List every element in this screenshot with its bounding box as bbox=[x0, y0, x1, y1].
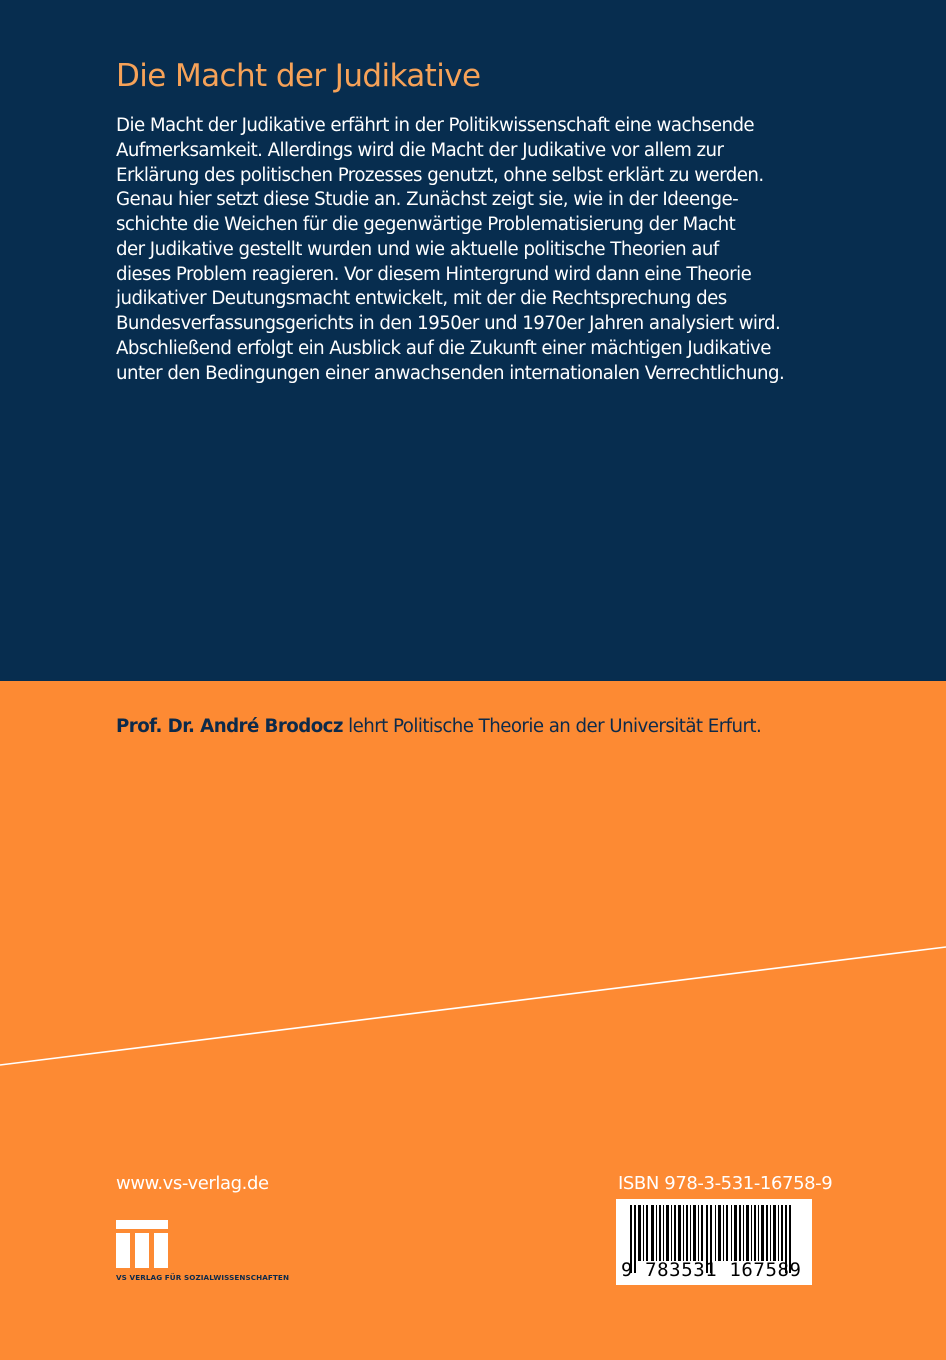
isbn-barcode bbox=[616, 1199, 812, 1285]
blurb-line: unter den Bedingungen einer anwachsenden internationalen Verrechtlichung. bbox=[116, 362, 785, 384]
author-description: lehrt Politische Theorie an der Universität Erfurt. bbox=[342, 716, 762, 737]
publisher-website: www.vs-verlag.de bbox=[116, 1173, 269, 1194]
barcode-digits: 9 783531 167589 bbox=[621, 1259, 802, 1281]
blurb-line: Genau hier setzt diese Studie an. Zunächst zeigt sie, wie in der Ideenge- bbox=[116, 189, 739, 211]
book-title: Die Macht der Judikative bbox=[116, 58, 481, 94]
isbn-number: ISBN 978-3-531-16758-9 bbox=[618, 1173, 833, 1194]
vs-verlag-logo-icon bbox=[116, 1220, 168, 1268]
publisher-tagline: VS VERLAG FÜR SOZIALWISSENSCHAFTEN bbox=[116, 1273, 290, 1282]
blurb-line: Aufmerksamkeit. Allerdings wird die Macht der Judikative vor allem zur bbox=[116, 139, 724, 161]
blurb-line: Erklärung des politischen Prozesses genutzt, ohne selbst erklärt zu werden. bbox=[116, 164, 764, 186]
blurb-line: Bundesverfassungsgerichts in den 1950er und 1970er Jahren analysiert wird. bbox=[116, 313, 781, 334]
blurb-line: judikativer Deutungsmacht entwickelt, mit der die Rechtsprechung des bbox=[116, 288, 727, 310]
blurb-line: Die Macht der Judikative erfährt in der Politikwissenschaft eine wachsende bbox=[116, 115, 755, 136]
blurb-line: schichte die Weichen für die gegenwärtige Problematisierung der Macht bbox=[116, 214, 736, 235]
author-bio bbox=[116, 716, 761, 737]
diagonal-divider-line bbox=[0, 940, 946, 1070]
blurb-line: dieses Problem reagieren. Vor diesem Hintergrund wird dann eine Theorie bbox=[116, 263, 752, 285]
book-blurb bbox=[116, 114, 876, 386]
author-name: Prof. Dr. André Brodocz bbox=[116, 716, 343, 737]
blurb-line: Abschließend erfolgt ein Ausblick auf die Zukunft einer mächtigen Judikative bbox=[116, 337, 771, 359]
blurb-line: der Judikative gestellt wurden und wie aktuelle politische Theorien auf bbox=[116, 238, 719, 260]
